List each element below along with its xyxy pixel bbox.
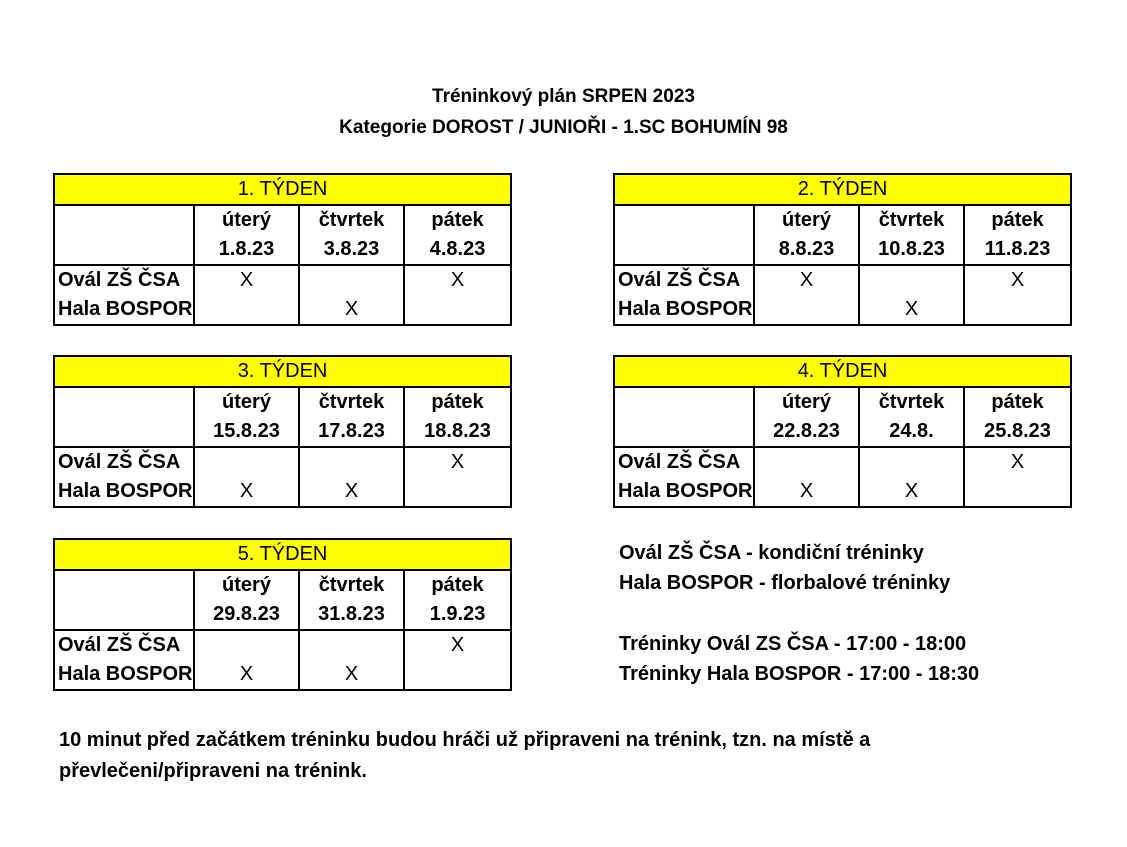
- day-label: čtvrtek: [299, 205, 404, 235]
- legend-time-hala: Tréninky Hala BOSPOR - 17:00 - 18:30: [619, 663, 980, 685]
- day-date: 29.8.23: [194, 600, 299, 630]
- day-label: pátek: [404, 570, 511, 600]
- place-label: Ovál ZŠ ČSA: [54, 630, 194, 660]
- week-table: [613, 173, 1072, 326]
- day-label: pátek: [964, 387, 1071, 417]
- place-label: Hala BOSPOR: [54, 477, 194, 507]
- week-table: [53, 173, 512, 326]
- training-mark: [404, 477, 511, 507]
- day-label: čtvrtek: [859, 205, 964, 235]
- day-date: 3.8.23: [299, 235, 404, 265]
- training-mark: X: [299, 660, 404, 690]
- week-title: 2. TÝDEN: [614, 174, 1071, 205]
- day-date: 22.8.23: [754, 417, 859, 447]
- day-date: 15.8.23: [194, 417, 299, 447]
- training-mark: X: [194, 265, 299, 295]
- week-table: [53, 538, 512, 691]
- place-label: Ovál ZŠ ČSA: [614, 447, 754, 477]
- training-mark: X: [404, 630, 511, 660]
- day-date: 25.8.23: [964, 417, 1071, 447]
- training-mark: [859, 447, 964, 477]
- training-mark: [194, 447, 299, 477]
- plan-subtitle: Kategorie DOROST / JUNIOŘI - 1.SC BOHUMÍN 98: [339, 117, 788, 138]
- note-line-2: převlečeni/připraveni na trénink.: [59, 760, 367, 782]
- day-label: čtvrtek: [299, 570, 404, 600]
- training-mark: [859, 265, 964, 295]
- training-mark: [299, 447, 404, 477]
- note: [59, 725, 1059, 787]
- day-date: 17.8.23: [299, 417, 404, 447]
- place-label: Ovál ZŠ ČSA: [54, 265, 194, 295]
- training-mark: X: [299, 477, 404, 507]
- place-label: Hala BOSPOR: [54, 295, 194, 325]
- training-mark: [194, 295, 299, 325]
- legend-oval: Ovál ZŠ ČSA - kondiční tréninky: [619, 542, 924, 564]
- week-table: [53, 355, 512, 508]
- place-label: Ovál ZŠ ČSA: [54, 447, 194, 477]
- place-label: Hala BOSPOR: [54, 660, 194, 690]
- training-mark: X: [964, 265, 1071, 295]
- day-label: pátek: [404, 387, 511, 417]
- training-mark: X: [194, 660, 299, 690]
- day-date: 10.8.23: [859, 235, 964, 265]
- training-mark: [299, 265, 404, 295]
- place-label: Hala BOSPOR: [614, 295, 754, 325]
- legend-hala: Hala BOSPOR - florbalové tréninky: [619, 572, 951, 594]
- day-date: 11.8.23: [964, 235, 1071, 265]
- day-label: úterý: [754, 205, 859, 235]
- training-mark: [964, 295, 1071, 325]
- day-label: pátek: [404, 205, 511, 235]
- day-date: 4.8.23: [404, 235, 511, 265]
- plan-title: Tréninkový plán SRPEN 2023: [432, 86, 695, 107]
- training-mark: X: [859, 477, 964, 507]
- training-mark: [194, 630, 299, 660]
- day-label: úterý: [754, 387, 859, 417]
- training-mark: X: [754, 477, 859, 507]
- week-title: 1. TÝDEN: [54, 174, 511, 205]
- training-mark: X: [754, 265, 859, 295]
- day-date: 1.8.23: [194, 235, 299, 265]
- place-label: Ovál ZŠ ČSA: [614, 265, 754, 295]
- day-label: pátek: [964, 205, 1071, 235]
- training-mark: X: [299, 295, 404, 325]
- training-mark: X: [859, 295, 964, 325]
- day-label: úterý: [194, 205, 299, 235]
- training-mark: X: [964, 447, 1071, 477]
- training-mark: X: [404, 265, 511, 295]
- day-label: čtvrtek: [299, 387, 404, 417]
- week-title: 4. TÝDEN: [614, 356, 1071, 387]
- week-title: 5. TÝDEN: [54, 539, 511, 570]
- day-date: 18.8.23: [404, 417, 511, 447]
- training-mark: [404, 660, 511, 690]
- week-title: 3. TÝDEN: [54, 356, 511, 387]
- training-mark: [964, 477, 1071, 507]
- note-line-1: 10 minut před začátkem tréninku budou hráči už připraveni na trénink, tzn. na místě a: [59, 729, 871, 751]
- day-date: 24.8.: [859, 417, 964, 447]
- day-label: čtvrtek: [859, 387, 964, 417]
- day-date: 1.9.23: [404, 600, 511, 630]
- day-label: úterý: [194, 570, 299, 600]
- legend-time-oval: Tréninky Ovál ZS ČSA - 17:00 - 18:00: [619, 633, 967, 655]
- day-date: 31.8.23: [299, 600, 404, 630]
- day-date: 8.8.23: [754, 235, 859, 265]
- training-mark: [754, 447, 859, 477]
- training-mark: [299, 630, 404, 660]
- place-label: Hala BOSPOR: [614, 477, 754, 507]
- training-mark: [754, 295, 859, 325]
- training-mark: [404, 295, 511, 325]
- training-mark: X: [404, 447, 511, 477]
- training-mark: X: [194, 477, 299, 507]
- day-label: úterý: [194, 387, 299, 417]
- week-table: [613, 355, 1072, 508]
